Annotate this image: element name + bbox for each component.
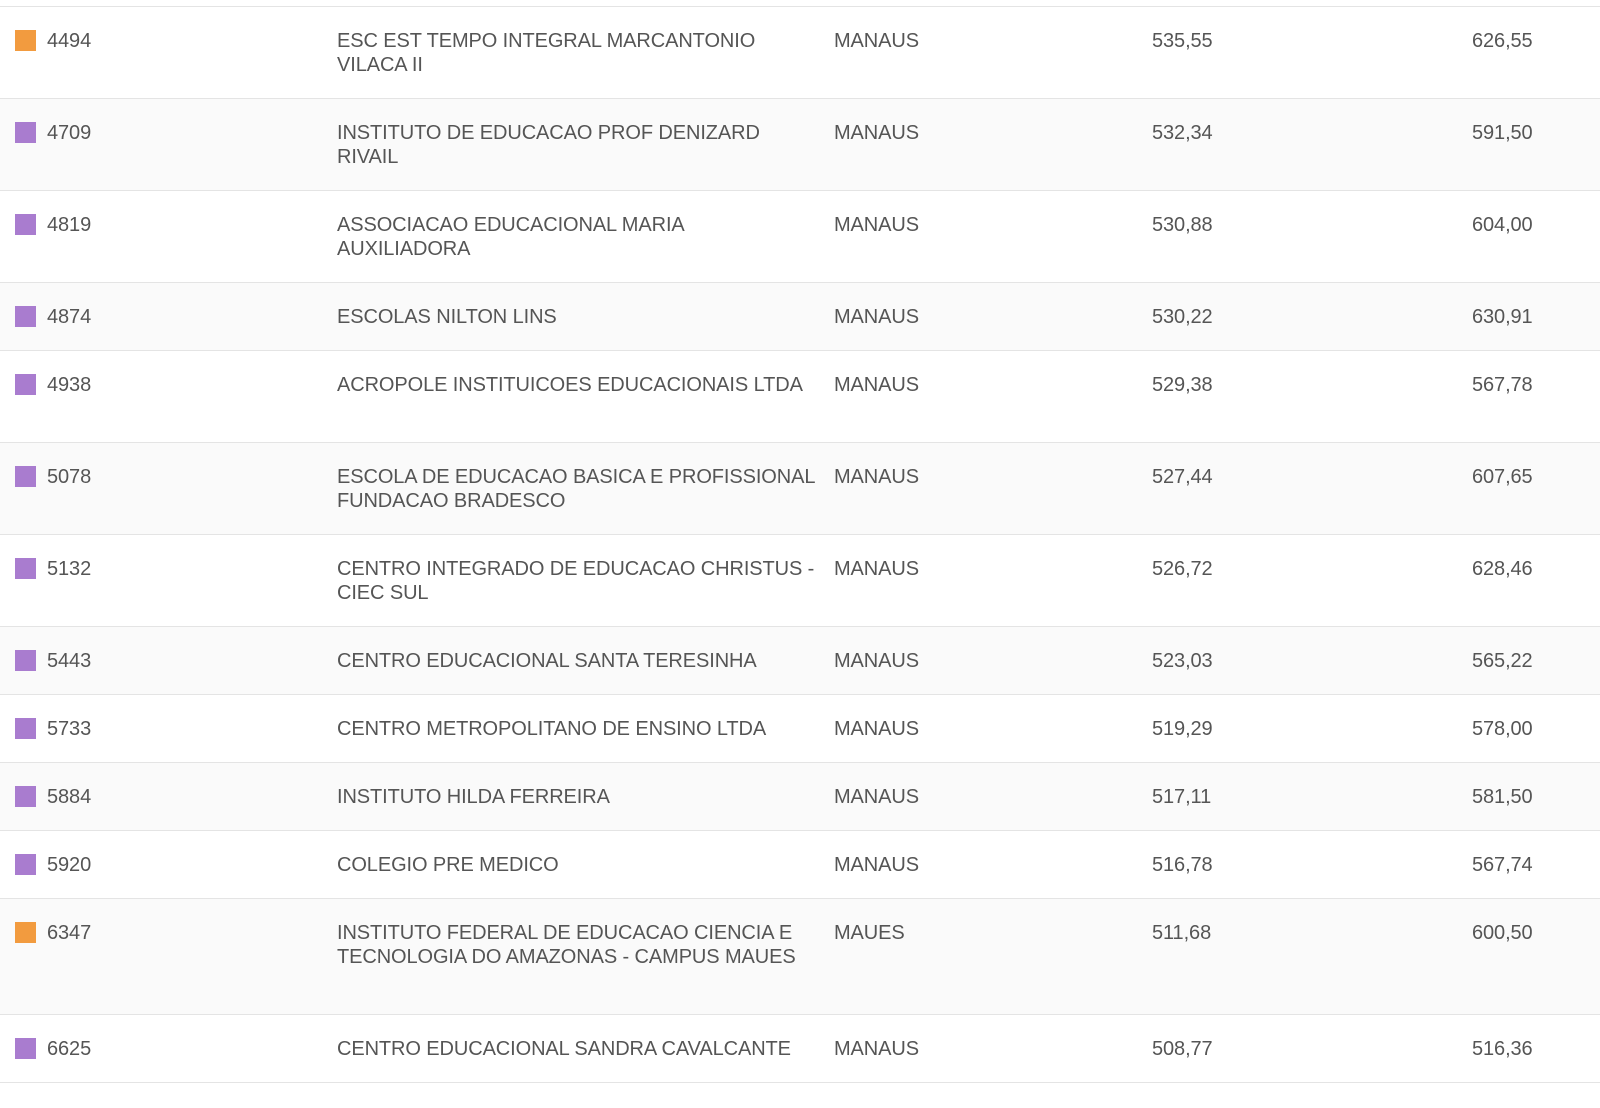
- score-cell: 508,77: [1152, 1038, 1213, 1060]
- score-cell: 530,22: [1152, 306, 1213, 328]
- city-cell: MANAUS: [834, 718, 919, 740]
- city-cell: MANAUS: [834, 1038, 919, 1060]
- score-cell: 511,68: [1152, 922, 1212, 944]
- score-cell: 628,46: [1472, 558, 1533, 580]
- rank-cell: 5884: [47, 786, 92, 808]
- school-name-cell: ESCOLA DE EDUCACAO BASICA E PROFISSIONAL FUNDACAO BRADESCO: [337, 466, 815, 512]
- city-cell: MANAUS: [834, 214, 919, 236]
- city-cell: MANAUS: [834, 558, 919, 580]
- school-name-cell: ESC EST TEMPO INTEGRAL MARCANTONIO VILACA II: [337, 30, 756, 76]
- school-name-cell: INSTITUTO FEDERAL DE EDUCACAO CIENCIA E TECNOLOGIA DO AMAZONAS - CAMPUS MAUES: [337, 922, 796, 968]
- rank-cell: 5132: [47, 558, 92, 580]
- category-marker-icon: [15, 214, 36, 235]
- city-cell: MANAUS: [834, 122, 919, 144]
- rank-cell: 4938: [47, 374, 92, 396]
- table-row[interactable]: [0, 535, 1600, 627]
- city-cell: MANAUS: [834, 306, 919, 328]
- table-row[interactable]: [0, 443, 1600, 535]
- rank-cell: 6625: [47, 1038, 92, 1060]
- score-cell: 517,11: [1152, 786, 1212, 808]
- school-name-cell: CENTRO EDUCACIONAL SANTA TERESINHA: [337, 650, 757, 672]
- table-row[interactable]: [0, 7, 1600, 99]
- category-marker-icon: [15, 650, 36, 671]
- city-cell: MANAUS: [834, 854, 919, 876]
- score-cell: 591,50: [1472, 122, 1533, 144]
- city-cell: MAUES: [834, 922, 905, 944]
- category-marker-icon: [15, 786, 36, 807]
- score-cell: 516,36: [1472, 1038, 1533, 1060]
- category-marker-icon: [15, 1038, 36, 1059]
- category-marker-icon: [15, 922, 36, 943]
- score-cell: 567,74: [1472, 854, 1533, 876]
- rank-cell: 5920: [47, 854, 92, 876]
- score-cell: 526,72: [1152, 558, 1213, 580]
- school-name-cell: COLEGIO PRE MEDICO: [337, 854, 559, 876]
- score-cell: 581,50: [1472, 786, 1533, 808]
- score-cell: 516,78: [1152, 854, 1213, 876]
- score-cell: 600,50: [1472, 922, 1533, 944]
- score-cell: 565,22: [1472, 650, 1533, 672]
- score-cell: 607,65: [1472, 466, 1533, 488]
- table-row[interactable]: [0, 763, 1600, 831]
- score-cell: 567,78: [1472, 374, 1533, 396]
- score-cell: 529,38: [1152, 374, 1213, 396]
- score-cell: 532,34: [1152, 122, 1213, 144]
- score-cell: 519,29: [1152, 718, 1213, 740]
- category-marker-icon: [15, 30, 36, 51]
- rank-cell: 4874: [47, 306, 92, 328]
- score-cell: 535,55: [1152, 30, 1213, 52]
- score-cell: 630,91: [1472, 306, 1533, 328]
- table-row[interactable]: [0, 283, 1600, 351]
- school-name-cell: CENTRO INTEGRADO DE EDUCACAO CHRISTUS - CIEC SUL: [337, 558, 815, 604]
- score-cell: 604,00: [1472, 214, 1533, 236]
- table-row[interactable]: [0, 351, 1600, 443]
- category-marker-icon: [15, 854, 36, 875]
- school-name-cell: ASSOCIACAO EDUCACIONAL MARIA AUXILIADORA: [337, 214, 684, 260]
- table-row[interactable]: [0, 1015, 1600, 1083]
- rank-cell: 6347: [47, 922, 92, 944]
- score-cell: 626,55: [1472, 30, 1533, 52]
- school-name-cell: INSTITUTO HILDA FERREIRA: [337, 786, 610, 808]
- category-marker-icon: [15, 718, 36, 739]
- school-name-cell: CENTRO METROPOLITANO DE ENSINO LTDA: [337, 718, 767, 740]
- rank-cell: 4709: [47, 122, 92, 144]
- school-name-cell: CENTRO EDUCACIONAL SANDRA CAVALCANTE: [337, 1038, 791, 1060]
- rank-cell: 4494: [47, 30, 92, 52]
- school-ranking-table: [0, 6, 1600, 1083]
- school-name-cell: ESCOLAS NILTON LINS: [337, 306, 557, 328]
- table-row[interactable]: [0, 627, 1600, 695]
- school-name-cell: INSTITUTO DE EDUCACAO PROF DENIZARD RIVAIL: [337, 122, 760, 168]
- city-cell: MANAUS: [834, 374, 919, 396]
- score-cell: 527,44: [1152, 466, 1213, 488]
- category-marker-icon: [15, 306, 36, 327]
- school-name-cell: ACROPOLE INSTITUICOES EDUCACIONAIS LTDA: [337, 374, 803, 396]
- score-cell: 578,00: [1472, 718, 1533, 740]
- city-cell: MANAUS: [834, 650, 919, 672]
- city-cell: MANAUS: [834, 466, 919, 488]
- table-row[interactable]: [0, 899, 1600, 1015]
- city-cell: MANAUS: [834, 30, 919, 52]
- category-marker-icon: [15, 374, 36, 395]
- score-cell: 530,88: [1152, 214, 1213, 236]
- table-row[interactable]: [0, 695, 1600, 763]
- rank-cell: 5443: [47, 650, 92, 672]
- table-row[interactable]: [0, 191, 1600, 283]
- category-marker-icon: [15, 558, 36, 579]
- category-marker-icon: [15, 122, 36, 143]
- rank-cell: 5733: [47, 718, 92, 740]
- table-row[interactable]: [0, 831, 1600, 899]
- score-cell: 523,03: [1152, 650, 1213, 672]
- rank-cell: 5078: [47, 466, 92, 488]
- rank-cell: 4819: [47, 214, 92, 236]
- city-cell: MANAUS: [834, 786, 919, 808]
- table-row[interactable]: [0, 99, 1600, 191]
- category-marker-icon: [15, 466, 36, 487]
